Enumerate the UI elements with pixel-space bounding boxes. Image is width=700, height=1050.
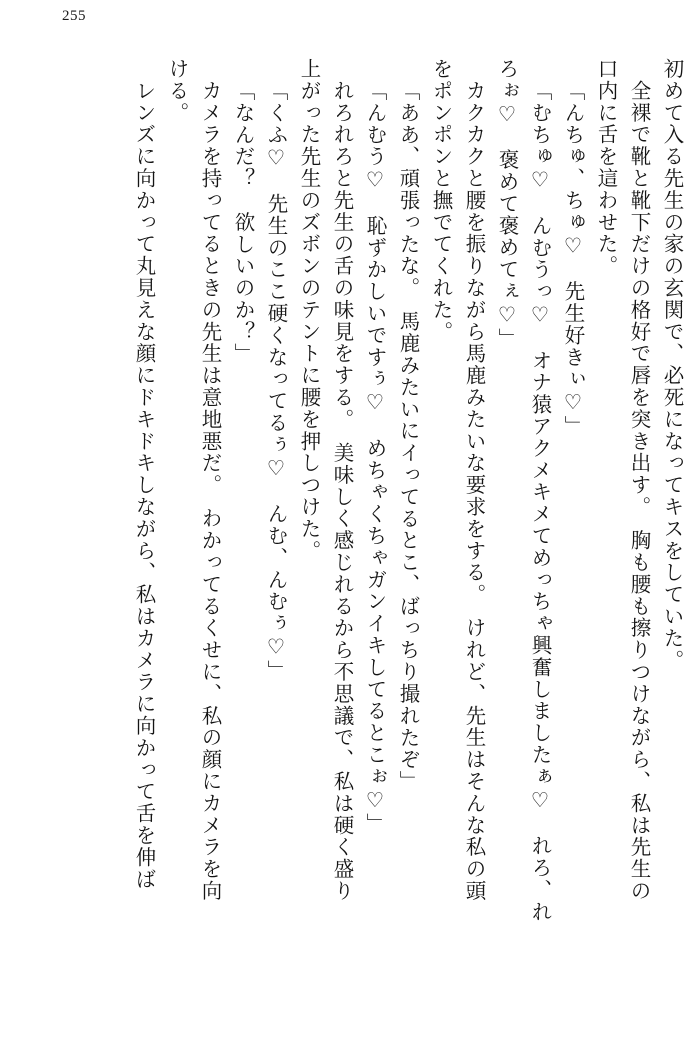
text-line: 口内に舌を這わせた。 (594, 58, 618, 277)
vertical-text-body (28, 58, 682, 1033)
text-line: 「んちゅ、ちゅ♡ 先生好きぃ♡」 (561, 80, 585, 438)
text-line: カクカクと腰を振りながら馬鹿みたいな要求をする。 けれど、先生はそんな私の頭 (462, 58, 486, 902)
text-line: 上がった先生のズボンのテントに腰を押しつけた。 (297, 58, 321, 562)
text-line: 初めて入る先生の家の玄関で、必死になってキスをしていた。 (660, 58, 684, 672)
text-line: をポンポンと撫でてくれた。 (429, 58, 453, 343)
text-line: レンズに向かって丸見えな顔にドキドキしながら、私はカメラに向かって舌を伸ば (132, 58, 156, 891)
text-line: 「ああ、頑張ったな。 馬鹿みたいにイってるとこ、ばっちり撮れたぞ」 (396, 80, 420, 793)
text-line: カメラを持ってるときの先生は意地悪だ。 わかってるくせに、私の顔にカメラを向 (198, 58, 222, 902)
text-line: れろれろと先生の舌の味見をする。 美味しく感じれるから不思議で、私は硬く盛り (330, 58, 354, 902)
text-line: 全裸で靴と靴下だけの格好で唇を突き出す。 胸も腰も擦りつけながら、私は先生の (627, 58, 651, 902)
text-line: 「んむう♡ 恥ずかしいですぅ♡ めちゃくちゃガンイキしてるとこぉ♡」 (363, 80, 387, 836)
text-line: ける。 (165, 58, 189, 124)
text-line: 「むちゅ♡ んむうっ♡ オナ猿アクメキメてめっちゃ興奮しましたぁ♡ れろ、れ (528, 80, 552, 923)
page-number: 255 (62, 8, 86, 24)
text-line: 「なんだ？ 欲しいのか？」 (231, 80, 255, 365)
text-line: 「くふ♡ 先生のここ硬くなってるぅ♡ んむ、んむぅ♡」 (264, 80, 288, 682)
text-line: ろぉ♡ 褒めて褒めてぇ♡」 (495, 58, 519, 350)
